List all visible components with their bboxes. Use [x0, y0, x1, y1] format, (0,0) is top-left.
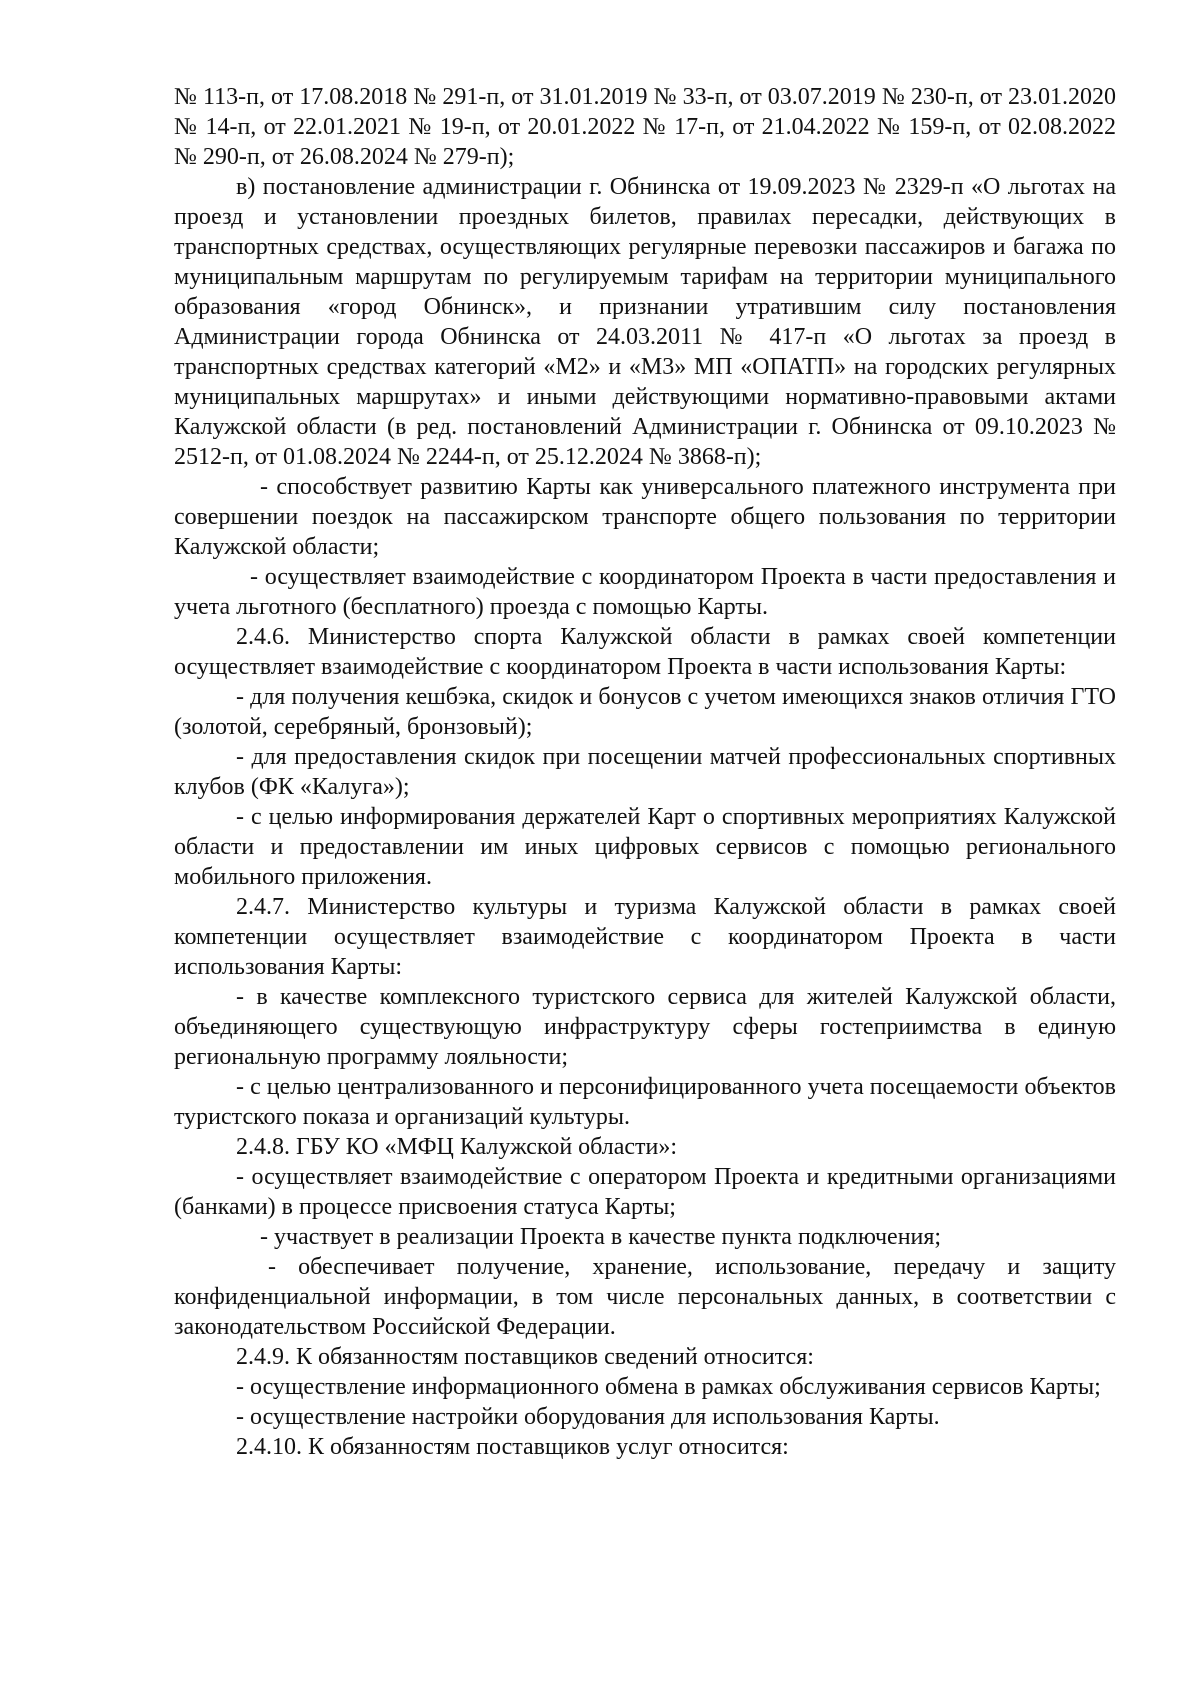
paragraph: - с целью информирования держателей Карт о спортивных мероприятиях Калужской области и предоставлении им иных цифровых сервисов с помощью регионального мобильного приложения.	[174, 804, 1116, 890]
paragraph: 2.4.9. К обязанностям поставщиков сведений относится:	[236, 1344, 814, 1370]
paragraph: - в качестве комплексного туристского сервиса для жителей Калужской области, объединяющего существующую инфраструктуру сферы гостеприимства в единую региональную программу лояльности;	[174, 984, 1116, 1070]
paragraph: в) постановление администрации г. Обнинска от 19.09.2023 № 2329-п «О льготах на проезд и установлении проездных билетов, правилах пересадки, действующих в транспортных средствах, осуществляющих регулярные перевозки пассажиров и багажа по муниципальным маршрутам по регулируемым тарифам на территории муниципального образования «город Обнинск», и признании утратившим силу постановления Администрации города Обнинска от 24.03.2011 № 417-п «О льготах за проезд в транспортных средствах категорий «М2» и «М3» МП «ОПАТП» на городских регулярных муниципальных маршрутах» и иными действующими нормативно-правовыми актами Калужской области (в ред. постановлений Администрации г. Обнинска от 09.10.2023 № 2512-п, от 01.08.2024 № 2244-п, от 25.12.2024 № 3868-п);	[174, 174, 1116, 470]
document-body	[174, 82, 1116, 1462]
paragraph: 2.4.6. Министерство спорта Калужской области в рамках своей компетенции осуществляет взаимодействие с координатором Проекта в части использования Карты:	[174, 624, 1116, 680]
paragraph: - обеспечивает получение, хранение, использование, передачу и защиту конфиденциальной информации, в том числе персональных данных, в соответствии с законодательством Российской Федерации.	[174, 1254, 1116, 1340]
paragraph: - участвует в реализации Проекта в качестве пункта подключения;	[260, 1224, 942, 1250]
paragraph: 2.4.8. ГБУ КО «МФЦ Калужской области»:	[236, 1134, 678, 1160]
paragraph: - для предоставления скидок при посещении матчей профессиональных спортивных клубов (ФК «Калуга»);	[174, 744, 1116, 800]
paragraph: - осуществляет взаимодействие с оператором Проекта и кредитными организациями (банками) в процессе присвоения статуса Карты;	[174, 1164, 1116, 1220]
paragraph: - с целью централизованного и персонифицированного учета посещаемости объектов туристского показа и организаций культуры.	[174, 1074, 1116, 1130]
paragraph: 2.4.7. Министерство культуры и туризма Калужской области в рамках своей компетенции осуществляет взаимодействие с координатором Проекта в части использования Карты:	[174, 894, 1116, 980]
paragraph: - осуществляет взаимодействие с координатором Проекта в части предоставления и учета льготного (бесплатного) проезда с помощью Карты.	[174, 564, 1116, 620]
paragraph: - для получения кешбэка, скидок и бонусов с учетом имеющихся знаков отличия ГТО (золотой, серебряный, бронзовый);	[174, 684, 1116, 740]
paragraph: - осуществление настройки оборудования для использования Карты.	[236, 1404, 940, 1430]
paragraph: - осуществление информационного обмена в рамках обслуживания сервисов Карты;	[236, 1374, 1101, 1400]
paragraph: - способствует развитию Карты как универсального платежного инструмента при совершении поездок на пассажирском транспорте общего пользования по территории Калужской области;	[174, 474, 1116, 560]
paragraph: № 113-п, от 17.08.2018 № 291-п, от 31.01.2019 № 33-п, от 03.07.2019 № 230-п, от 23.01.2020 № 14-п, от 22.01.2021 № 19-п, от 20.01.2022 № 17-п, от 21.04.2022 № 159-п, от 02.08.2022 № 290-п, от 26.08.2024 № 279-п);	[174, 84, 1116, 170]
paragraph: 2.4.10. К обязанностям поставщиков услуг относится:	[236, 1434, 789, 1460]
